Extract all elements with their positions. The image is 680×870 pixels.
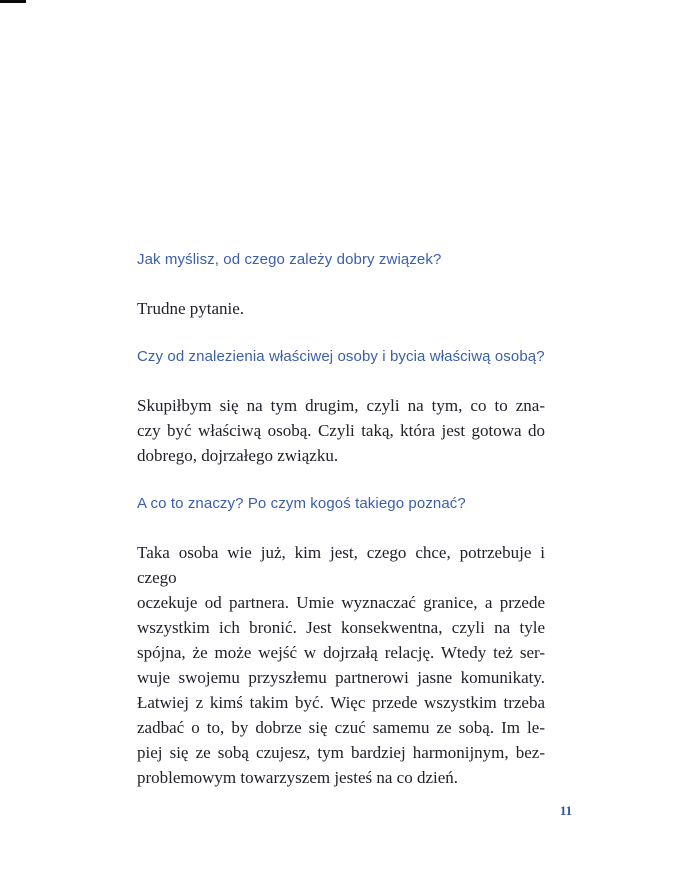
answer-line: Łatwiej z kimś takim być. Więc przede wszystkim trzeba bbox=[137, 693, 545, 712]
answer-line: problemowym towarzyszem jesteś na co dzień. bbox=[137, 768, 459, 787]
crop-mark-top-left bbox=[0, 0, 26, 3]
answer-line: czy być właściwą osobą. Czyli taką, która jest gotowa do bbox=[137, 421, 545, 440]
interview-answer-2 bbox=[137, 393, 545, 468]
answer-line: wuje swojemu przyszłemu partnerowi jasne komunikaty. bbox=[137, 668, 545, 687]
interview-answer-1 bbox=[137, 296, 545, 321]
interview-question-3: A co to znaczy? Po czym kogoś takiego poznać? bbox=[137, 495, 466, 512]
answer-line: Trudne pytanie. bbox=[137, 299, 245, 318]
answer-line: piej się ze sobą czujesz, tym bardziej harmonijnym, bez- bbox=[137, 743, 545, 762]
answer-line: wszystkim ich bronić. Jest konsekwentna, czyli na tyle bbox=[137, 618, 545, 637]
interview-question-1: Jak myślisz, od czego zależy dobry związek? bbox=[137, 251, 442, 268]
answer-line: spójna, że może wejść w dojrzałą relację. Wtedy też ser- bbox=[137, 643, 545, 662]
answer-line: dobrego, dojrzałego związku. bbox=[137, 446, 339, 465]
answer-line: zadbać o to, by dobrze się czuć samemu ze sobą. Im le- bbox=[137, 718, 545, 737]
interview-question-2: Czy od znalezienia właściwej osoby i bycia właściwą osobą? bbox=[137, 348, 545, 365]
interview-answer-3 bbox=[137, 540, 545, 790]
page-number: 11 bbox=[559, 803, 573, 818]
answer-line: Skupiłbym się na tym drugim, czyli na tym, co to zna- bbox=[137, 396, 545, 415]
answer-line: oczekuje od partnera. Umie wyznaczać granice, a przede bbox=[137, 593, 545, 612]
page-text-column bbox=[137, 250, 545, 790]
answer-line: Taka osoba wie już, kim jest, czego chce, potrzebuje i czego bbox=[137, 543, 545, 587]
